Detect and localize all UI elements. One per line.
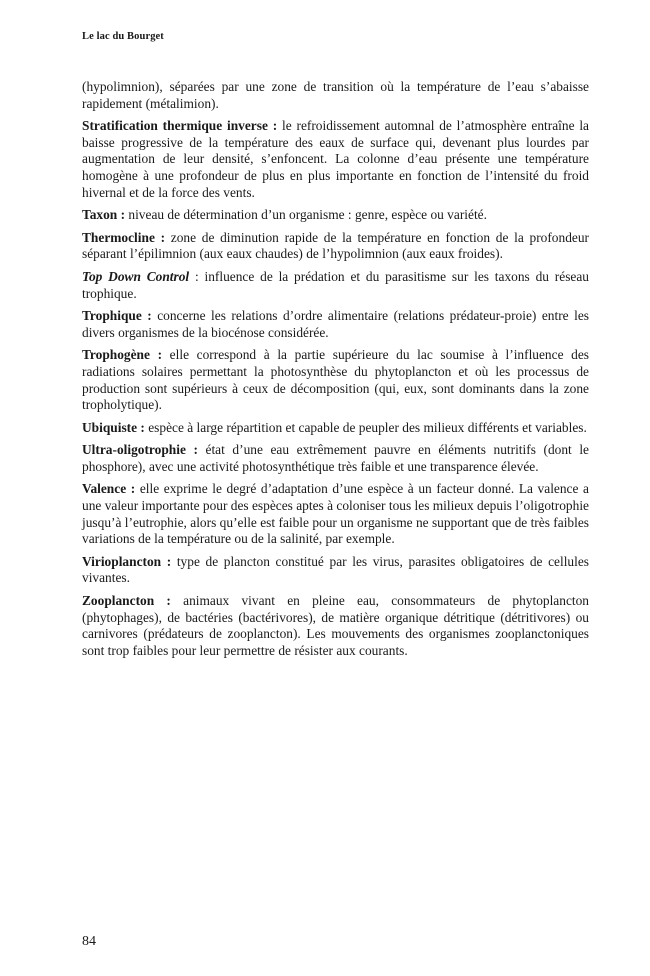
running-header: Le lac du Bourget [82,31,164,42]
entry-text: elle exprime le degré d’adaptation d’une espèce à un facteur donné. La valence a une valeur importante pour des espèces aptes à coloniser tous les milieux depuis l’oligotrophie jusqu’à l’eutrophie, alors qu’elle est faible pour un organisme ne supportant que de très faibles variations de la température ou de la salinité, par exemple. [82,481,589,547]
entry-text: type de plancton constitué par les virus, parasites obligatoires de cellules vivantes. [82,553,589,586]
entry-text: niveau de détermination d’un organisme : genre, espèce ou variété. [125,207,487,223]
entry-text: zone de diminution rapide de la température en fonction de la profondeur séparant l’épilimnion (aux eaux chaudes) de l’hypolimnion (aux eaux froides). [82,229,589,262]
glossary-entry-top-down-control [82,269,589,302]
entry-text: : influence de la prédation et du parasitisme sur les taxons du réseau trophique. [82,268,589,301]
entry-text: concerne les relations d’ordre alimentaire (relations prédateur-proie) entre les divers organismes de la biocénose considérée. [82,308,589,340]
entry-text: le refroidissement automnal de l’atmosphère entraîne la baisse progressive de la température des eaux de surface qui, devenant plus lourdes par augmentation de leur densité, s’enfoncent. La colonne d’eau présente une température homogène à une profondeur de plus en plus importante en fonction de l’intensité du froid hivernal et de la force des vents. [82,118,590,200]
entry-term: Stratification thermique inverse : [82,118,278,134]
glossary-entry-continuation [82,79,589,112]
entry-term: Virioplancton : [82,553,172,569]
glossary-entry-ubiquiste [82,420,589,437]
entry-term: Thermocline : [82,229,166,245]
glossary-entry-stratification [82,118,589,201]
glossary-entry-virioplancton [82,554,589,587]
entry-term: Ultra-oligotrophie : [82,442,198,458]
glossary-body [82,79,589,665]
entry-term: Ubiquiste : [82,419,145,435]
entry-text: état d’une eau extrêmement pauvre en éléments nutritifs (dont le phosphore), avec une activité photosynthétique très faible et une transparence élevée. [82,442,590,474]
glossary-entry-zooplancton [82,593,589,659]
entry-term: Zooplancton : [82,593,171,609]
entry-term: Taxon : [82,207,126,223]
entry-text: elle correspond à la partie supérieure du lac soumise à l’influence des radiations solaires permettant la photosynthèse du phytoplancton et où les processus de production sont supérieurs à ceux de décomposition (qui, eux, sont dominants dans la zone tropholytique). [82,347,589,413]
entry-text: animaux vivant en pleine eau, consommateurs de phytoplancton (phytophages), de bactéries (bactérivores), de matière organique détritique (détritivores) ou carnivores (prédateurs de zooplancton). Les mouvements des organismes zooplanctoniques sont trop faibles pour leur permettre de résister aux courants. [82,593,589,658]
entry-text: espèce à large répartition et capable de peupler des milieux différents et variables. [144,419,587,435]
glossary-entry-trophogene [82,347,589,413]
entry-term: Top Down Control [82,268,190,284]
entry-text: (hypolimnion), séparées par une zone de transition où la température de l’eau s’abaisse rapidement (métalimion). [82,79,589,111]
glossary-entry-taxon [82,207,589,224]
entry-term: Valence : [82,481,136,497]
entry-term: Trophogène : [82,347,163,363]
page-number: 84 [82,934,96,949]
glossary-entry-thermocline [82,230,589,263]
glossary-entry-valence [82,481,589,547]
glossary-entry-ultra-oligotrophie [82,442,589,475]
glossary-entry-trophique [82,308,589,341]
entry-term: Trophique : [82,308,152,324]
